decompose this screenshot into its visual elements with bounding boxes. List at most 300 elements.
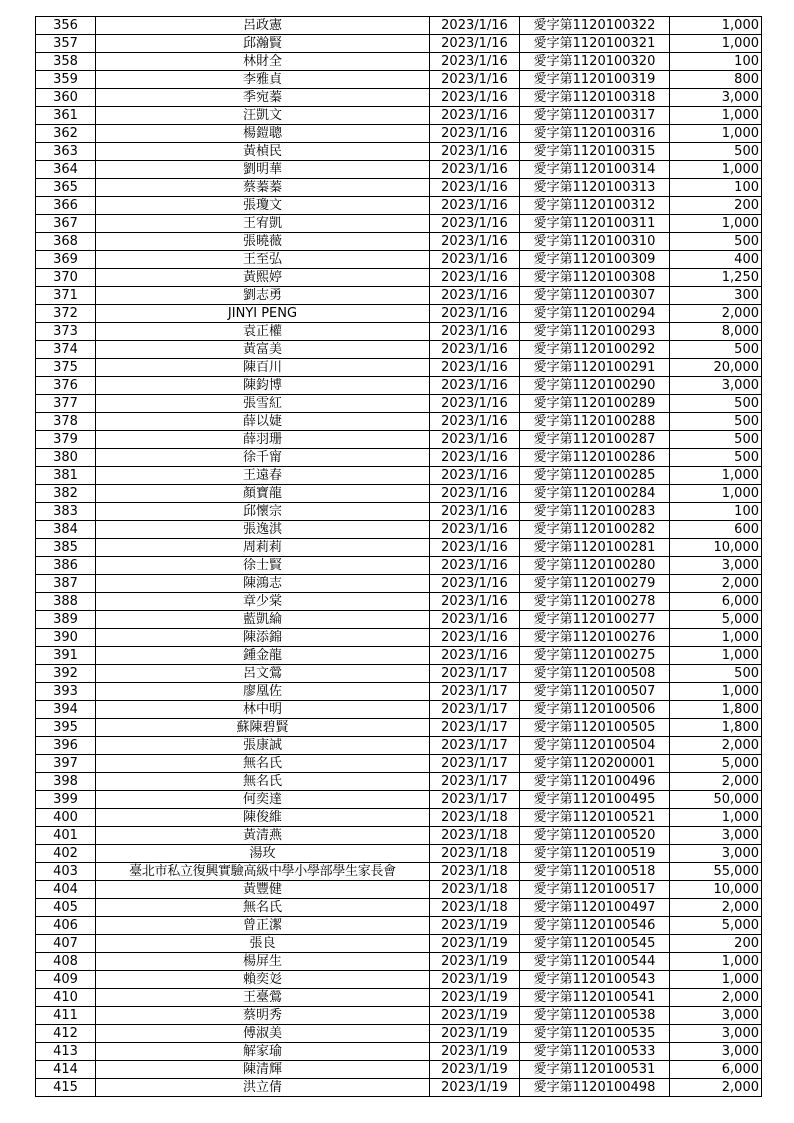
donor-name: 藍凱綸 bbox=[96, 611, 430, 629]
donation-amount: 500 bbox=[670, 413, 762, 431]
table-row bbox=[36, 665, 762, 683]
table-row bbox=[36, 1079, 762, 1097]
donation-amount: 2,000 bbox=[670, 575, 762, 593]
row-number: 412 bbox=[36, 1025, 96, 1043]
donation-amount: 500 bbox=[670, 143, 762, 161]
donor-name: 林中明 bbox=[96, 701, 430, 719]
receipt-number: 愛字第1120100312 bbox=[520, 197, 670, 215]
donation-date: 2023/1/18 bbox=[430, 845, 520, 863]
receipt-number: 愛字第1120100544 bbox=[520, 953, 670, 971]
donor-name: 王宥凱 bbox=[96, 215, 430, 233]
donation-amount: 1,000 bbox=[670, 809, 762, 827]
table-row bbox=[36, 71, 762, 89]
donor-name: 陳清輝 bbox=[96, 1061, 430, 1079]
receipt-number: 愛字第1120100315 bbox=[520, 143, 670, 161]
donation-amount: 1,000 bbox=[670, 215, 762, 233]
donor-name: 傅淑美 bbox=[96, 1025, 430, 1043]
donation-date: 2023/1/16 bbox=[430, 71, 520, 89]
row-number: 407 bbox=[36, 935, 96, 953]
receipt-number: 愛字第1120200001 bbox=[520, 755, 670, 773]
donation-amount: 3,000 bbox=[670, 845, 762, 863]
table-row bbox=[36, 881, 762, 899]
donation-date: 2023/1/16 bbox=[430, 17, 520, 35]
row-number: 364 bbox=[36, 161, 96, 179]
donor-name: 無名氏 bbox=[96, 899, 430, 917]
receipt-number: 愛字第1120100535 bbox=[520, 1025, 670, 1043]
donation-amount: 3,000 bbox=[670, 557, 762, 575]
donation-amount: 2,000 bbox=[670, 305, 762, 323]
donation-amount: 3,000 bbox=[670, 377, 762, 395]
row-number: 394 bbox=[36, 701, 96, 719]
table-row bbox=[36, 161, 762, 179]
donor-name: 楊鎧聰 bbox=[96, 125, 430, 143]
donation-date: 2023/1/19 bbox=[430, 1025, 520, 1043]
donation-date: 2023/1/19 bbox=[430, 953, 520, 971]
row-number: 400 bbox=[36, 809, 96, 827]
receipt-number: 愛字第1120100288 bbox=[520, 413, 670, 431]
receipt-number: 愛字第1120100507 bbox=[520, 683, 670, 701]
donor-name: 何奕達 bbox=[96, 791, 430, 809]
donation-date: 2023/1/16 bbox=[430, 287, 520, 305]
table-row bbox=[36, 521, 762, 539]
receipt-number: 愛字第1120100317 bbox=[520, 107, 670, 125]
donor-name: 張康誠 bbox=[96, 737, 430, 755]
donation-date: 2023/1/16 bbox=[430, 377, 520, 395]
row-number: 404 bbox=[36, 881, 96, 899]
table-row bbox=[36, 89, 762, 107]
row-number: 368 bbox=[36, 233, 96, 251]
receipt-number: 愛字第1120100289 bbox=[520, 395, 670, 413]
receipt-number: 愛字第1120100538 bbox=[520, 1007, 670, 1025]
receipt-number: 愛字第1120100314 bbox=[520, 161, 670, 179]
table-row bbox=[36, 647, 762, 665]
donation-amount: 5,000 bbox=[670, 755, 762, 773]
donation-date: 2023/1/19 bbox=[430, 1079, 520, 1097]
receipt-number: 愛字第1120100521 bbox=[520, 809, 670, 827]
donor-name: 李雅貞 bbox=[96, 71, 430, 89]
row-number: 381 bbox=[36, 467, 96, 485]
donation-amount: 500 bbox=[670, 431, 762, 449]
receipt-number: 愛字第1120100310 bbox=[520, 233, 670, 251]
table-row bbox=[36, 35, 762, 53]
donation-amount: 500 bbox=[670, 449, 762, 467]
receipt-number: 愛字第1120100287 bbox=[520, 431, 670, 449]
donor-name: 張良 bbox=[96, 935, 430, 953]
receipt-number: 愛字第1120100286 bbox=[520, 449, 670, 467]
donation-amount: 3,000 bbox=[670, 1043, 762, 1061]
donation-date: 2023/1/16 bbox=[430, 53, 520, 71]
receipt-number: 愛字第1120100322 bbox=[520, 17, 670, 35]
donor-name: 周莉莉 bbox=[96, 539, 430, 557]
donation-date: 2023/1/17 bbox=[430, 755, 520, 773]
table-row bbox=[36, 899, 762, 917]
donor-name: 黃豐健 bbox=[96, 881, 430, 899]
row-number: 406 bbox=[36, 917, 96, 935]
donation-amount: 500 bbox=[670, 341, 762, 359]
receipt-number: 愛字第1120100321 bbox=[520, 35, 670, 53]
donation-date: 2023/1/16 bbox=[430, 539, 520, 557]
donation-amount: 6,000 bbox=[670, 1061, 762, 1079]
row-number: 366 bbox=[36, 197, 96, 215]
row-number: 402 bbox=[36, 845, 96, 863]
table-row bbox=[36, 323, 762, 341]
donor-name: 袁正權 bbox=[96, 323, 430, 341]
table-row bbox=[36, 593, 762, 611]
row-number: 395 bbox=[36, 719, 96, 737]
table-row bbox=[36, 1043, 762, 1061]
donation-amount: 5,000 bbox=[670, 611, 762, 629]
receipt-number: 愛字第1120100284 bbox=[520, 485, 670, 503]
donor-name: 黃楨民 bbox=[96, 143, 430, 161]
donation-date: 2023/1/17 bbox=[430, 665, 520, 683]
donation-amount: 2,000 bbox=[670, 737, 762, 755]
row-number: 365 bbox=[36, 179, 96, 197]
donation-date: 2023/1/16 bbox=[430, 143, 520, 161]
receipt-number: 愛字第1120100277 bbox=[520, 611, 670, 629]
donor-name: 臺北市私立復興實驗高級中學小學部學生家長會 bbox=[96, 863, 430, 881]
receipt-number: 愛字第1120100506 bbox=[520, 701, 670, 719]
table-row bbox=[36, 377, 762, 395]
donor-name: 王遠春 bbox=[96, 467, 430, 485]
row-number: 392 bbox=[36, 665, 96, 683]
donation-amount: 3,000 bbox=[670, 89, 762, 107]
donation-amount: 500 bbox=[670, 395, 762, 413]
table-row bbox=[36, 701, 762, 719]
donation-amount: 6,000 bbox=[670, 593, 762, 611]
donor-name: 楊屏生 bbox=[96, 953, 430, 971]
table-row bbox=[36, 1061, 762, 1079]
receipt-number: 愛字第1120100319 bbox=[520, 71, 670, 89]
table-row bbox=[36, 629, 762, 647]
donation-date: 2023/1/19 bbox=[430, 989, 520, 1007]
row-number: 397 bbox=[36, 755, 96, 773]
receipt-number: 愛字第1120100318 bbox=[520, 89, 670, 107]
row-number: 362 bbox=[36, 125, 96, 143]
table-row bbox=[36, 53, 762, 71]
receipt-number: 愛字第1120100290 bbox=[520, 377, 670, 395]
donation-date: 2023/1/16 bbox=[430, 467, 520, 485]
donation-date: 2023/1/18 bbox=[430, 827, 520, 845]
donor-name: 劉志勇 bbox=[96, 287, 430, 305]
table-row bbox=[36, 935, 762, 953]
row-number: 413 bbox=[36, 1043, 96, 1061]
receipt-number: 愛字第1120100498 bbox=[520, 1079, 670, 1097]
donation-amount: 55,000 bbox=[670, 863, 762, 881]
donation-amount: 3,000 bbox=[670, 1025, 762, 1043]
donation-date: 2023/1/16 bbox=[430, 575, 520, 593]
donor-name: 無名氏 bbox=[96, 755, 430, 773]
receipt-number: 愛字第1120100293 bbox=[520, 323, 670, 341]
table-row bbox=[36, 197, 762, 215]
table-row bbox=[36, 449, 762, 467]
donation-date: 2023/1/16 bbox=[430, 521, 520, 539]
receipt-number: 愛字第1120100279 bbox=[520, 575, 670, 593]
receipt-number: 愛字第1120100496 bbox=[520, 773, 670, 791]
donation-amount: 10,000 bbox=[670, 539, 762, 557]
row-number: 357 bbox=[36, 35, 96, 53]
donation-date: 2023/1/16 bbox=[430, 341, 520, 359]
donation-date: 2023/1/16 bbox=[430, 359, 520, 377]
donor-name: 蘇陳碧賢 bbox=[96, 719, 430, 737]
row-number: 386 bbox=[36, 557, 96, 575]
row-number: 387 bbox=[36, 575, 96, 593]
row-number: 363 bbox=[36, 143, 96, 161]
receipt-number: 愛字第1120100292 bbox=[520, 341, 670, 359]
donation-date: 2023/1/17 bbox=[430, 773, 520, 791]
receipt-number: 愛字第1120100275 bbox=[520, 647, 670, 665]
receipt-number: 愛字第1120100281 bbox=[520, 539, 670, 557]
donor-name: 劉明華 bbox=[96, 161, 430, 179]
row-number: 414 bbox=[36, 1061, 96, 1079]
row-number: 388 bbox=[36, 593, 96, 611]
row-number: 411 bbox=[36, 1007, 96, 1025]
row-number: 405 bbox=[36, 899, 96, 917]
donation-amount: 300 bbox=[670, 287, 762, 305]
table-row bbox=[36, 467, 762, 485]
donor-name: 邱懷宗 bbox=[96, 503, 430, 521]
donation-date: 2023/1/16 bbox=[430, 395, 520, 413]
donor-name: 曾正潔 bbox=[96, 917, 430, 935]
donation-date: 2023/1/17 bbox=[430, 683, 520, 701]
row-number: 390 bbox=[36, 629, 96, 647]
donation-date: 2023/1/16 bbox=[430, 233, 520, 251]
table-row bbox=[36, 809, 762, 827]
receipt-number: 愛字第1120100311 bbox=[520, 215, 670, 233]
donation-date: 2023/1/16 bbox=[430, 629, 520, 647]
donation-date: 2023/1/19 bbox=[430, 1043, 520, 1061]
row-number: 359 bbox=[36, 71, 96, 89]
table-row bbox=[36, 863, 762, 881]
donor-name: 王至弘 bbox=[96, 251, 430, 269]
donation-date: 2023/1/17 bbox=[430, 719, 520, 737]
receipt-number: 愛字第1120100294 bbox=[520, 305, 670, 323]
donation-amount: 1,000 bbox=[670, 971, 762, 989]
row-number: 374 bbox=[36, 341, 96, 359]
donation-date: 2023/1/19 bbox=[430, 1061, 520, 1079]
table-row bbox=[36, 125, 762, 143]
table-row bbox=[36, 305, 762, 323]
donation-amount: 2,000 bbox=[670, 899, 762, 917]
donation-date: 2023/1/16 bbox=[430, 107, 520, 125]
donor-name: 徐千甯 bbox=[96, 449, 430, 467]
donation-amount: 200 bbox=[670, 197, 762, 215]
table-row bbox=[36, 359, 762, 377]
row-number: 371 bbox=[36, 287, 96, 305]
donation-amount: 1,000 bbox=[670, 107, 762, 125]
table-row bbox=[36, 989, 762, 1007]
table-row bbox=[36, 737, 762, 755]
donor-name: 鍾金龍 bbox=[96, 647, 430, 665]
donor-name: 張逸淇 bbox=[96, 521, 430, 539]
row-number: 360 bbox=[36, 89, 96, 107]
table-row bbox=[36, 1007, 762, 1025]
donation-date: 2023/1/16 bbox=[430, 251, 520, 269]
donation-date: 2023/1/18 bbox=[430, 899, 520, 917]
table-row bbox=[36, 845, 762, 863]
donation-date: 2023/1/16 bbox=[430, 611, 520, 629]
donor-name: 蔡明秀 bbox=[96, 1007, 430, 1025]
donation-date: 2023/1/16 bbox=[430, 197, 520, 215]
donation-date: 2023/1/17 bbox=[430, 791, 520, 809]
donor-name: JINYI PENG bbox=[96, 305, 430, 323]
row-number: 389 bbox=[36, 611, 96, 629]
donation-amount: 50,000 bbox=[670, 791, 762, 809]
table-row bbox=[36, 773, 762, 791]
donation-amount: 2,000 bbox=[670, 989, 762, 1007]
donation-amount: 1,000 bbox=[670, 467, 762, 485]
row-number: 377 bbox=[36, 395, 96, 413]
table-row bbox=[36, 485, 762, 503]
donation-date: 2023/1/16 bbox=[430, 269, 520, 287]
donation-date: 2023/1/18 bbox=[430, 809, 520, 827]
receipt-number: 愛字第1120100543 bbox=[520, 971, 670, 989]
donor-name: 呂文鶯 bbox=[96, 665, 430, 683]
donor-name: 陳添錦 bbox=[96, 629, 430, 647]
donation-amount: 2,000 bbox=[670, 773, 762, 791]
donation-date: 2023/1/16 bbox=[430, 413, 520, 431]
donor-name: 陳鴻志 bbox=[96, 575, 430, 593]
donation-amount: 1,800 bbox=[670, 701, 762, 719]
donation-date: 2023/1/16 bbox=[430, 431, 520, 449]
donation-amount: 100 bbox=[670, 53, 762, 71]
table-row bbox=[36, 539, 762, 557]
donor-name: 張曉薇 bbox=[96, 233, 430, 251]
donation-amount: 5,000 bbox=[670, 917, 762, 935]
donation-amount: 10,000 bbox=[670, 881, 762, 899]
donation-amount: 20,000 bbox=[670, 359, 762, 377]
receipt-number: 愛字第1120100541 bbox=[520, 989, 670, 1007]
row-number: 403 bbox=[36, 863, 96, 881]
row-number: 370 bbox=[36, 269, 96, 287]
table-row bbox=[36, 233, 762, 251]
row-number: 401 bbox=[36, 827, 96, 845]
table-row bbox=[36, 269, 762, 287]
donor-name: 顏寶龍 bbox=[96, 485, 430, 503]
donation-amount: 1,250 bbox=[670, 269, 762, 287]
donation-amount: 100 bbox=[670, 503, 762, 521]
row-number: 375 bbox=[36, 359, 96, 377]
donation-date: 2023/1/18 bbox=[430, 863, 520, 881]
donation-date: 2023/1/19 bbox=[430, 935, 520, 953]
donor-name: 汪凱文 bbox=[96, 107, 430, 125]
table-row bbox=[36, 251, 762, 269]
donor-name: 蔡蓁蓁 bbox=[96, 179, 430, 197]
donor-name: 湯玫 bbox=[96, 845, 430, 863]
receipt-number: 愛字第1120100285 bbox=[520, 467, 670, 485]
row-number: 369 bbox=[36, 251, 96, 269]
donor-name: 洪立倩 bbox=[96, 1079, 430, 1097]
donation-date: 2023/1/16 bbox=[430, 215, 520, 233]
receipt-number: 愛字第1120100508 bbox=[520, 665, 670, 683]
row-number: 379 bbox=[36, 431, 96, 449]
table-row bbox=[36, 287, 762, 305]
donation-ledger-table bbox=[35, 16, 762, 1097]
row-number: 391 bbox=[36, 647, 96, 665]
row-number: 376 bbox=[36, 377, 96, 395]
row-number: 378 bbox=[36, 413, 96, 431]
receipt-number: 愛字第1120100497 bbox=[520, 899, 670, 917]
receipt-number: 愛字第1120100283 bbox=[520, 503, 670, 521]
receipt-number: 愛字第1120100276 bbox=[520, 629, 670, 647]
donation-amount: 500 bbox=[670, 665, 762, 683]
receipt-number: 愛字第1120100519 bbox=[520, 845, 670, 863]
table-row bbox=[36, 413, 762, 431]
receipt-number: 愛字第1120100533 bbox=[520, 1043, 670, 1061]
donation-amount: 1,000 bbox=[670, 683, 762, 701]
donation-date: 2023/1/16 bbox=[430, 485, 520, 503]
row-number: 385 bbox=[36, 539, 96, 557]
donation-date: 2023/1/16 bbox=[430, 503, 520, 521]
donor-name: 薛以婕 bbox=[96, 413, 430, 431]
donation-amount: 8,000 bbox=[670, 323, 762, 341]
donation-date: 2023/1/19 bbox=[430, 971, 520, 989]
receipt-number: 愛字第1120100545 bbox=[520, 935, 670, 953]
receipt-number: 愛字第1120100291 bbox=[520, 359, 670, 377]
table-row bbox=[36, 143, 762, 161]
donation-amount: 800 bbox=[670, 71, 762, 89]
donation-date: 2023/1/16 bbox=[430, 647, 520, 665]
donation-amount: 500 bbox=[670, 233, 762, 251]
receipt-number: 愛字第1120100313 bbox=[520, 179, 670, 197]
row-number: 356 bbox=[36, 17, 96, 35]
donor-name: 陳鈞博 bbox=[96, 377, 430, 395]
donation-amount: 1,000 bbox=[670, 125, 762, 143]
donation-date: 2023/1/16 bbox=[430, 125, 520, 143]
donation-date: 2023/1/16 bbox=[430, 35, 520, 53]
donation-amount: 2,000 bbox=[670, 1079, 762, 1097]
receipt-number: 愛字第1120100518 bbox=[520, 863, 670, 881]
receipt-number: 愛字第1120100504 bbox=[520, 737, 670, 755]
donor-name: 林財全 bbox=[96, 53, 430, 71]
receipt-number: 愛字第1120100278 bbox=[520, 593, 670, 611]
table-row bbox=[36, 215, 762, 233]
row-number: 410 bbox=[36, 989, 96, 1007]
donation-date: 2023/1/19 bbox=[430, 917, 520, 935]
receipt-number: 愛字第1120100505 bbox=[520, 719, 670, 737]
donation-date: 2023/1/16 bbox=[430, 449, 520, 467]
row-number: 399 bbox=[36, 791, 96, 809]
receipt-number: 愛字第1120100308 bbox=[520, 269, 670, 287]
table-row bbox=[36, 431, 762, 449]
donation-date: 2023/1/17 bbox=[430, 737, 520, 755]
donor-name: 黃熙婷 bbox=[96, 269, 430, 287]
donor-name: 解家瑜 bbox=[96, 1043, 430, 1061]
donor-name: 薛羽珊 bbox=[96, 431, 430, 449]
donor-name: 陳俊維 bbox=[96, 809, 430, 827]
table-row bbox=[36, 755, 762, 773]
row-number: 408 bbox=[36, 953, 96, 971]
donor-name: 張雪紅 bbox=[96, 395, 430, 413]
row-number: 383 bbox=[36, 503, 96, 521]
receipt-number: 愛字第1120100320 bbox=[520, 53, 670, 71]
receipt-number: 愛字第1120100282 bbox=[520, 521, 670, 539]
receipt-number: 愛字第1120100546 bbox=[520, 917, 670, 935]
donor-name: 呂政憲 bbox=[96, 17, 430, 35]
donation-amount: 100 bbox=[670, 179, 762, 197]
donor-name: 黃富美 bbox=[96, 341, 430, 359]
donor-name: 王臺鶯 bbox=[96, 989, 430, 1007]
donation-date: 2023/1/16 bbox=[430, 161, 520, 179]
receipt-number: 愛字第1120100520 bbox=[520, 827, 670, 845]
table-row bbox=[36, 953, 762, 971]
donation-amount: 1,000 bbox=[670, 17, 762, 35]
row-number: 382 bbox=[36, 485, 96, 503]
table-row bbox=[36, 971, 762, 989]
table-row bbox=[36, 683, 762, 701]
table-row bbox=[36, 827, 762, 845]
receipt-number: 愛字第1120100495 bbox=[520, 791, 670, 809]
donation-amount: 1,000 bbox=[670, 647, 762, 665]
